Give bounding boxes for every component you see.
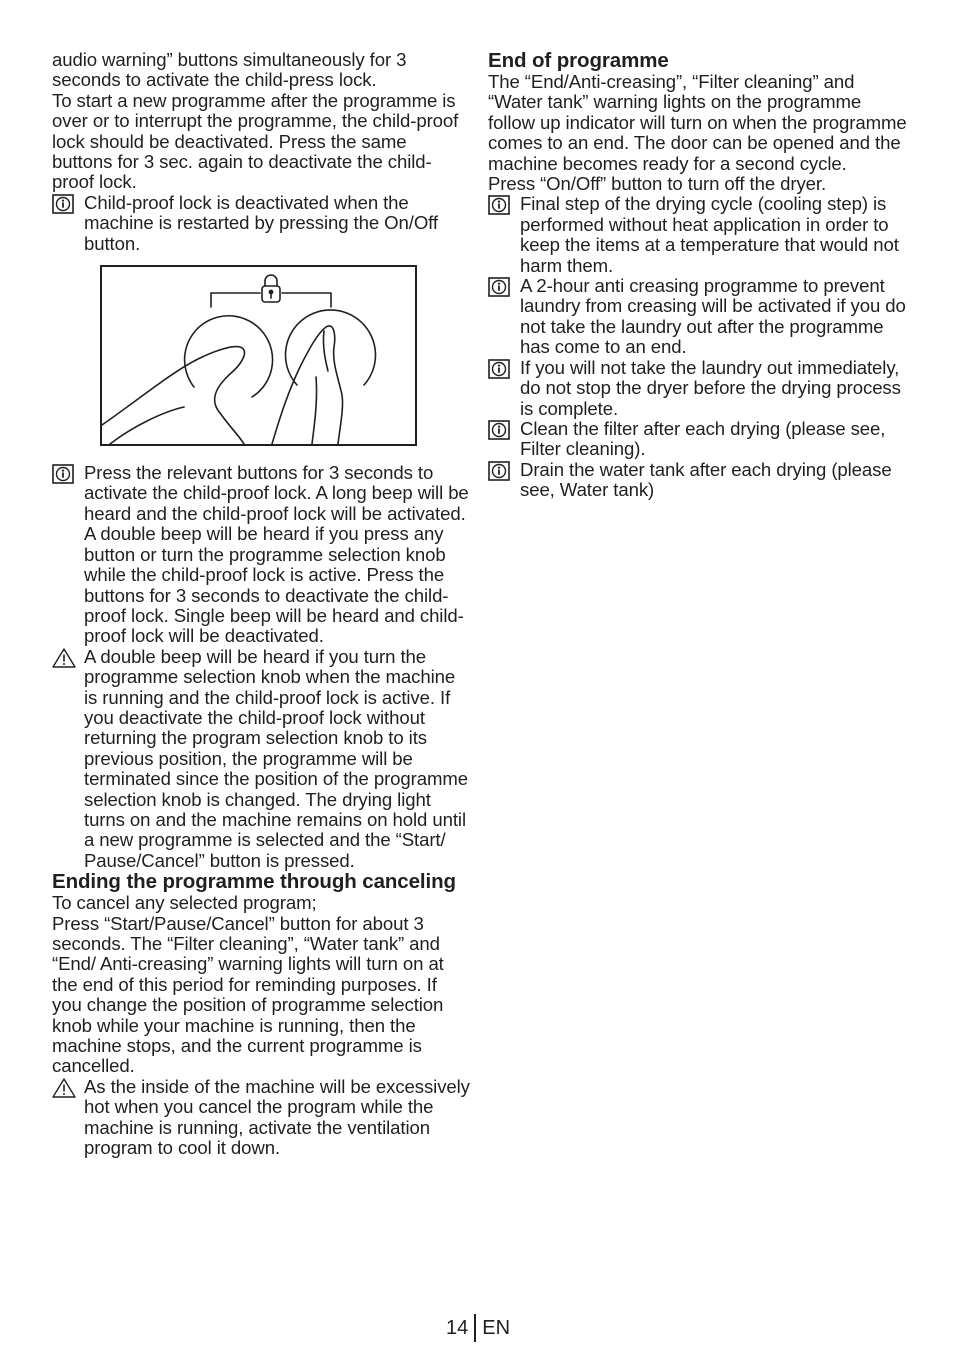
note-restart [52, 193, 470, 254]
note-press-text: Press the relevant buttons for 3 seconds to activate the child-proof lock. A long beep will be heard and the child-proof lock will be activated. A double beep will be heard if you press any button or turn the programme selection knob while the child-proof lock is active. Press the buttons for 3 seconds to deactivate the child-proof lock. Single beep will be heard and child-proof lock will be deactivated. [84, 462, 469, 647]
end-text-2: Press “On/Off” button to turn off the dryer. [488, 173, 827, 195]
child-lock-illustration [100, 265, 417, 446]
info-icon [488, 359, 510, 379]
note-laundry-out [488, 358, 908, 419]
left-column [52, 50, 470, 1158]
note-drain-tank [488, 460, 908, 501]
info-icon [52, 194, 74, 214]
page-number: 14 [446, 1317, 469, 1339]
info-icon [488, 277, 510, 297]
info-icon [488, 461, 510, 481]
note-restart-text: Child-proof lock is deactivated when the machine is restarted by pressing the On/Off button. [84, 191, 438, 254]
note-clean-filter [488, 419, 908, 460]
note-clean-filter-text: Clean the filter after each drying (please see, Filter cleaning). [520, 417, 886, 460]
cancel-text-2: Press “Start/Pause/Cancel” button for about 3 seconds. The “Filter cleaning”, “Water tank” and “End/ Anti-creasing” warning lights will turn on at the end of this period for reminding purposes. If you change the position of programme selection knob while your machine is running, then the machine stops, and the current programme is cancelled. [52, 912, 444, 1077]
info-icon [488, 195, 510, 215]
note-drain-tank-text: Drain the water tank after each drying (please see, Water tank) [520, 458, 892, 501]
warning-hot [52, 1077, 470, 1159]
note-final-step [488, 194, 908, 276]
info-icon [52, 464, 74, 484]
heading-ending-programme: Ending the programme through canceling [52, 870, 456, 894]
heading-end-of-programme: End of programme [488, 49, 669, 72]
note-anti-creasing-text: A 2-hour anti creasing programme to prevent laundry from creasing will be activated if you do not take the laundry out after the programme has come to an end. [520, 275, 906, 358]
cancel-text-1: To cancel any selected program; [52, 892, 317, 914]
page-footer [446, 1314, 510, 1342]
warning-double-beep [52, 647, 470, 871]
warning-double-beep-text: A double beep will be heard if you turn the programme selection knob when the machine is running and the child-proof lock is active. If you deactivate the child-proof lock without returning the program selection knob to its previous position, the programme will be terminated since the position of the programme selection knob is changed. The drying light turns on and the machine remains on hold until a new programme is selected and the “Start/ Pause/Cancel” button is pressed. [84, 645, 469, 871]
footer-divider [474, 1314, 476, 1342]
note-laundry-out-text: If you will not take the laundry out immediately, do not stop the dryer before the drying process is complete. [520, 356, 901, 419]
restart-text: To start a new programme after the programme is over or to interrupt the programme, the child-proof lock should be deactivated. Press the same buttons for 3 sec. again to deactivate the child-proof lock. [52, 89, 459, 193]
intro-text: audio warning” buttons simultaneously for 3 seconds to activate the child-press lock. [52, 49, 407, 91]
child-lock-drawing [102, 267, 415, 444]
warning-triangle-icon [52, 1078, 76, 1098]
right-column [488, 50, 908, 501]
end-text-1: The “End/Anti-creasing”, “Filter cleaning” and “Water tank” warning lights on the programme follow up indicator will turn on when the programme comes to an end. The door can be opened and the machine becomes ready for a second cycle. [488, 71, 907, 174]
warning-triangle-icon [52, 648, 76, 668]
note-anti-creasing [488, 276, 908, 358]
note-final-step-text: Final step of the drying cycle (cooling step) is performed without heat application in order to keep the items at a temperature that would not harm them. [520, 193, 899, 276]
info-icon [488, 420, 510, 440]
note-press [52, 463, 470, 647]
language-code: EN [482, 1317, 511, 1339]
warning-hot-text: As the inside of the machine will be excessively hot when you cancel the program while the machine is running, activate the ventilation program to cool it down. [84, 1075, 470, 1159]
